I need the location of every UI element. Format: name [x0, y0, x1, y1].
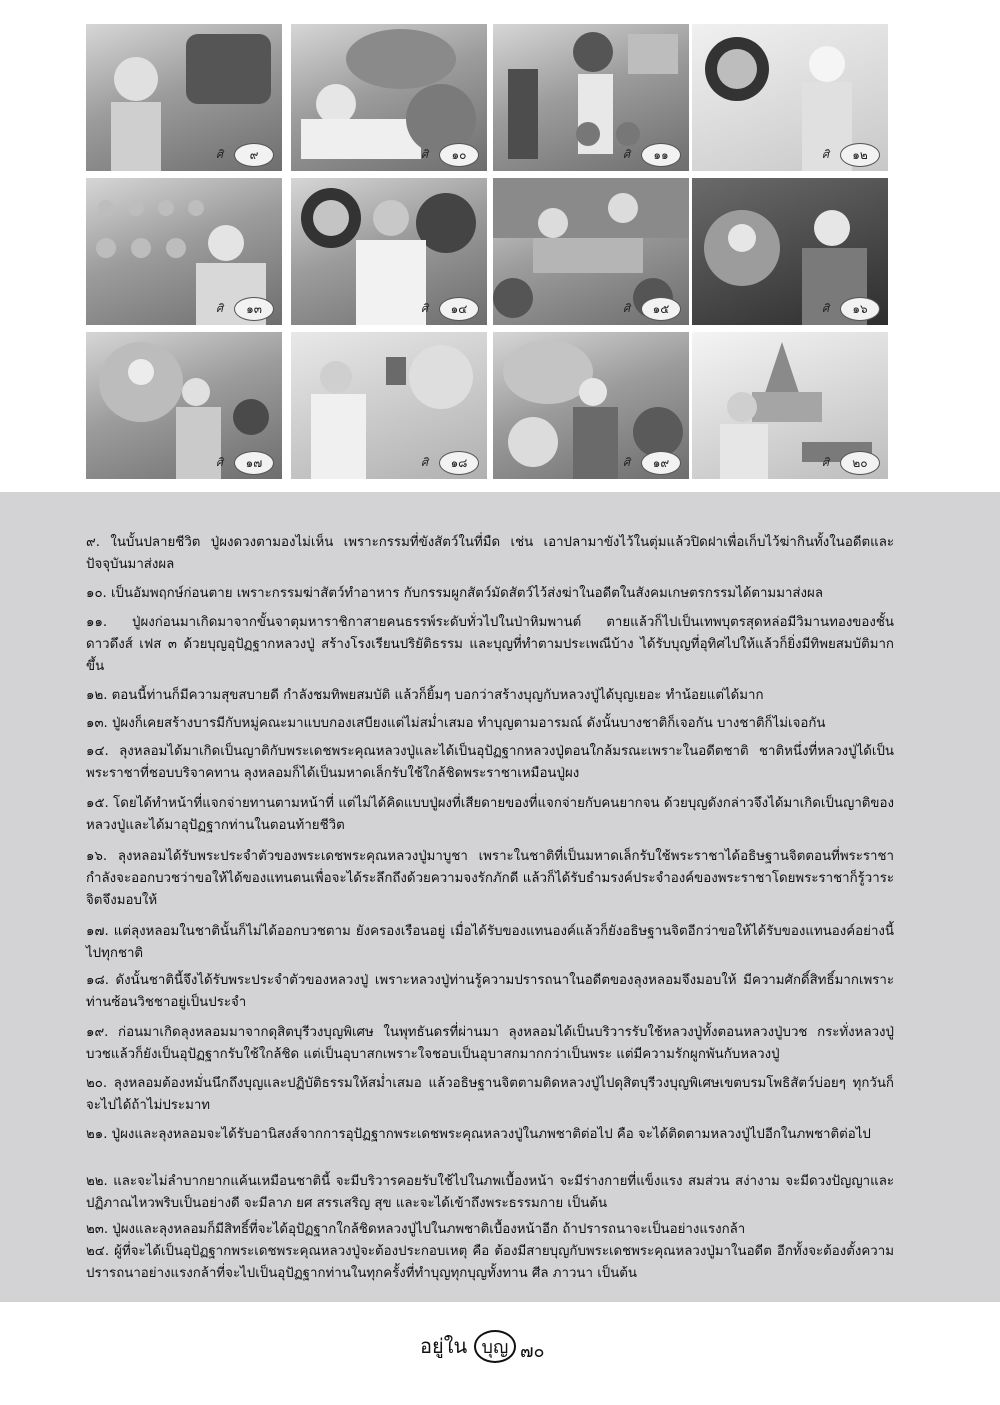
- page-number: ๗๐: [520, 1341, 545, 1362]
- logo-circle-text: บุญ: [474, 1330, 517, 1363]
- paragraph-10: ๑๐. เป็นอัมพฤกษ์ก่อนตาย เพราะกรรมฆ่าสัตว์ทำอาหาร กับกรรมผูกสัตว์มัดสัตว์ไว้ส่งฆ่าในอดีตในสังคมเกษตรกรรมได้ตามมาส่งผล: [86, 586, 823, 601]
- publication-logo: [420, 1330, 516, 1363]
- panel-number: ๑๘: [439, 451, 479, 475]
- artist-signature: ศิ: [623, 456, 630, 469]
- panel-number: ๑๒: [840, 143, 880, 167]
- paragraph-22: ๒๒. และจะไม่ลำบากยากแค้นเหมือนชาตินี้ จะมีบริวารคอยรับใช้ไปในภพเบื้องหน้า จะมีร่างกายที่แข็งแรง สมส่วน สง่างาม จะมีดวงปัญญาและปฏิภาณไหวพริบเป็นอย่างดี จะมีลาภ ยศ สรรเสริญ สุข และจะได้เข้าถึงพระธรรมกาย เป็นต้น: [86, 1174, 894, 1211]
- paragraph-17: ๑๗. แต่ลุงหลอมในชาตินั้นก็ไม่ได้ออกบวชตาม ยังครองเรือนอยู่ เมื่อได้รับของแทนองค์แล้วก็ยังอธิษฐานจิตอีกว่าขอให้ได้รับของแทนองค์อย่างนี้ไปทุกชาติ: [86, 924, 894, 961]
- paragraph-12: ๑๒. ตอนนี้ท่านก็มีความสุขสบายดี กำลังชมทิพยสมบัติ แล้วก็ยิ้มๆ บอกว่าสร้างบุญกับหลวงปู่ได้บุญเยอะ ทำน้อยแต่ได้มาก: [86, 688, 764, 703]
- panel-number: ๙: [234, 143, 274, 167]
- illustration-panel-12: [692, 24, 888, 171]
- panel-number: ๑๓: [234, 297, 274, 321]
- illustration-panel-20: [692, 332, 888, 479]
- paragraph-20: ๒๐. ลุงหลอมต้องหมั่นนึกถึงบุญและปฏิบัติธรรมให้สม่ำเสมอ แล้วอธิษฐานจิตตามติดหลวงปู่ไปดุสิตบุรีวงบุญพิเศษเขตบรมโพธิสัตว์บ่อยๆ ทุกวันก็จะไปได้ถ้าไม่ประมาท: [86, 1076, 894, 1113]
- paragraph-16: ๑๖. ลุงหลอมได้รับพระประจำตัวของพระเดชพระคุณหลวงปู่มาบูชา เพราะในชาติที่เป็นมหาดเล็กรับใช้พระราชาได้อธิษฐานจิตตอนที่พระราชากำลังจะออกบวชว่าขอให้ได้ของแทนตนเพื่อจะได้ระลึกถึงด้วยความจงรักภักดี แล้วก็ได้รับธำมรงค์ประจำองค์ของพระราชาโดยพระราชาก็รู้วาระจิตจึงมอบให้: [86, 849, 894, 908]
- page-footer: [0, 1322, 1000, 1372]
- panel-number: ๑๖: [840, 297, 880, 321]
- artist-signature: ศิ: [822, 302, 829, 315]
- paragraph-13: ๑๓. ปู่ผงก็เคยสร้างบารมีกับหมู่คณะมาแบบกองเสบียงแต่ไม่สม่ำเสมอ ทำบุญตามอารมณ์ ดังนั้นบางชาติก็เจอกัน บางชาติก็ไม่เจอกัน: [86, 716, 826, 731]
- panel-number: ๑๐: [439, 143, 479, 167]
- paragraph-23: ๒๓. ปู่ผงและลุงหลอมก็มีสิทธิ์ที่จะได้อุปัฏฐากใกล้ชิดหลวงปู่ไปในภพชาติเบื้องหน้าอีก ถ้าปรารถนาจะเป็นอย่างแรงกล้า: [86, 1222, 746, 1237]
- illustration-panel-10: [291, 24, 487, 171]
- panel-number: ๑๔: [439, 297, 479, 321]
- artist-signature: ศิ: [421, 302, 428, 315]
- illustration-grid: [86, 24, 886, 479]
- illustration-panel-13: [86, 178, 282, 325]
- artist-signature: ศิ: [822, 148, 829, 161]
- paragraph-19: ๑๙. ก่อนมาเกิดลุงหลอมมาจากดุสิตบุรีวงบุญพิเศษ ในพุทธันดรที่ผ่านมา ลุงหลอมได้เป็นบริวารรับใช้หลวงปู่ทั้งตอนหลวงปู่บวช กระทั่งหลวงปู่บวชแล้วก็ยังเป็นอุปัฏฐากรับใช้ใกล้ชิด แต่เป็นอุบาสกเพราะใจชอบเป็นอุบาสกมากกว่าเป็นพระ แต่มีความรักผูกพันกับหลวงปู่: [86, 1025, 894, 1062]
- illustration-panel-11: [493, 24, 689, 171]
- artist-signature: ศิ: [216, 302, 223, 315]
- artist-signature: ศิ: [216, 148, 223, 161]
- paragraph-15: ๑๕. โดยได้ทำหน้าที่แจกจ่ายทานตามหน้าที่ แต่ไม่ได้คิดแบบปู่ผงที่เสียดายของที่แจกจ่ายกับคนยากจน ด้วยบุญดังกล่าวจึงได้มาเกิดเป็นญาติของหลวงปู่และได้มาอุปัฏฐากท่านในตอนท้ายชีวิต: [86, 796, 894, 833]
- illustration-panel-16: [692, 178, 888, 325]
- illustration-panel-15: [493, 178, 689, 325]
- panel-number: ๑๕: [641, 297, 681, 321]
- artist-signature: ศิ: [623, 148, 630, 161]
- paragraph-14: ๑๔. ลุงหลอมได้มาเกิดเป็นญาติกับพระเดชพระคุณหลวงปู่และได้เป็นอุปัฏฐากหลวงปู่ตอนใกล้มรณะเพราะในอดีตชาติ ชาติหนึ่งที่หลวงปู่ได้เป็นพระราชาที่ชอบบริจาคทาน ลุงหลอมก็ได้เป็นมหาดเล็กรับใช้ใกล้ชิดพระราชาเหมือนปู่ผง: [86, 744, 894, 781]
- paragraph-9: ๙. ในบั้นปลายชีวิต ปู่ผงดวงตามองไม่เห็น เพราะกรรมที่ขังสัตว์ในที่มืด เช่น เอาปลามาขังไว้ในตุ่มแล้วปิดฝาเพื่อเก็บไว้ฆ่ากินทั้งในอดีตและปัจจุบันมาส่งผล: [86, 535, 894, 572]
- paragraph-21: ๒๑. ปู่ผงและลุงหลอมจะได้รับอานิสงส์จากการอุปัฏฐากพระเดชพระคุณหลวงปู่ในภพชาติต่อไป คือ จะได้ติดตามหลวงปู่ไปอีกในภพชาติต่อไป: [86, 1127, 871, 1142]
- panel-number: ๑๙: [641, 451, 681, 475]
- artist-signature: ศิ: [421, 456, 428, 469]
- illustration-panel-17: [86, 332, 282, 479]
- illustration-panel-9: [86, 24, 282, 171]
- panel-number: ๑๗: [234, 451, 274, 475]
- logo-text: อยู่ใน: [420, 1334, 468, 1358]
- illustration-panel-19: [493, 332, 689, 479]
- illustration-panel-14: [291, 178, 487, 325]
- artist-signature: ศิ: [216, 456, 223, 469]
- illustration-panel-18: [291, 332, 487, 479]
- artist-signature: ศิ: [421, 148, 428, 161]
- panel-number: ๒๐: [840, 451, 880, 475]
- paragraph-18: ๑๘. ดังนั้นชาตินี้จึงได้รับพระประจำตัวของหลวงปู่ เพราะหลวงปู่ท่านรู้ความปรารถนาในอดีตของลุงหลอมจึงมอบให้ มีความศักดิ์สิทธิ์มากเพราะท่านซ้อนวิชชาอยู่เป็นประจำ: [86, 973, 894, 1010]
- artist-signature: ศิ: [623, 302, 630, 315]
- artist-signature: ศิ: [822, 456, 829, 469]
- paragraph-11: ๑๑. ปู่ผงก่อนมาเกิดมาจากขั้นจาตุมหาราชิกาสายคนธรรพ์ระดับทั่วไปในป่าหิมพานต์ ตายแล้วก็ไปเป็นเทพบุตรสุดหล่อมีวิมานทองของชั้นดาวดึงส์ เฟส ๓ ด้วยบุญอุปัฏฐากหลวงปู่ สร้างโรงเรียนปริยัติธรรม และบุญที่ทำตามประเพณีบ้าง ได้รับบุญที่อุทิศไปให้แล้วก็ยิ่งมีทิพยสมบัติมากขึ้น: [86, 615, 894, 674]
- paragraph-24: ๒๔. ผู้ที่จะได้เป็นอุปัฏฐากพระเดชพระคุณหลวงปู่จะต้องประกอบเหตุ คือ ต้องมีสายบุญกับพระเดชพระคุณหลวงปู่มาในอดีต อีกทั้งจะต้องตั้งความปรารถนาอย่างแรงกล้าที่จะไปเป็นอุปัฏฐากท่านในทุกครั้งที่ทำบุญทุกบุญทั้งทาน ศีล ภาวนา เป็นต้น: [86, 1244, 894, 1281]
- panel-number: ๑๑: [641, 143, 681, 167]
